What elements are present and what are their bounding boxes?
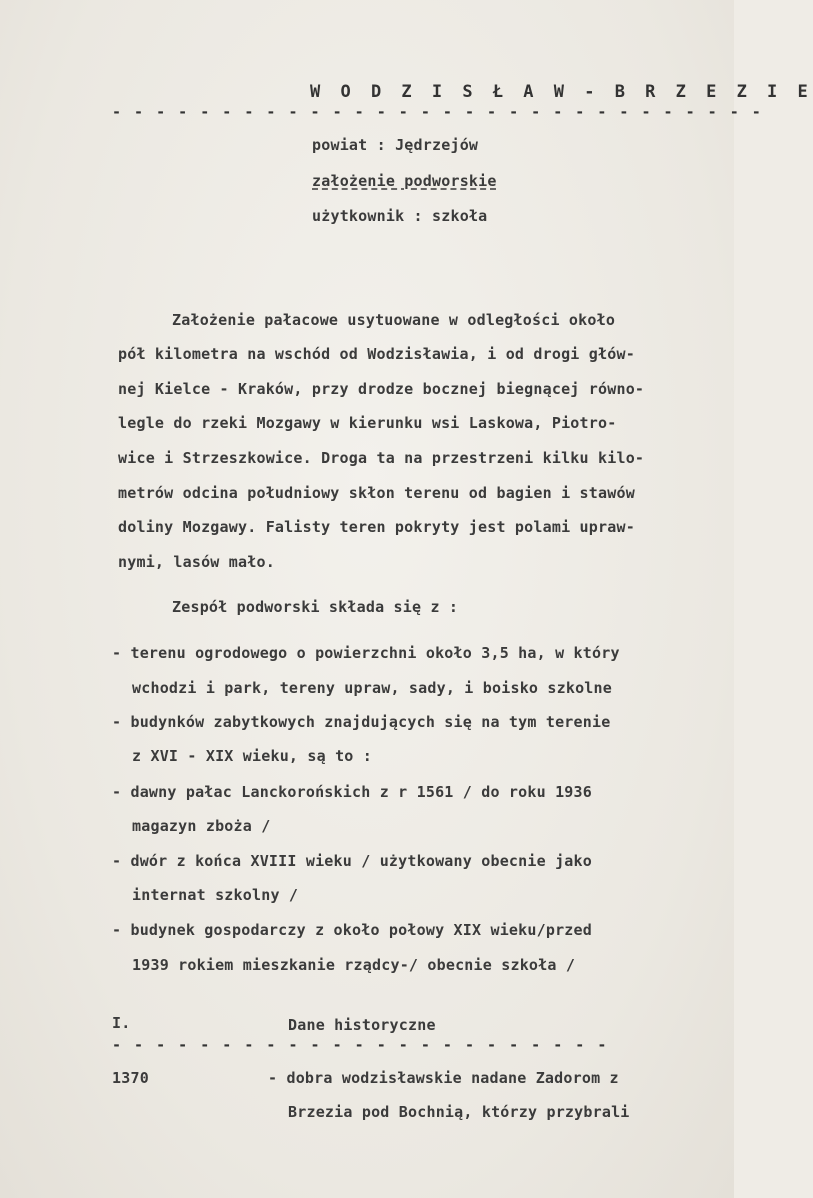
entry-line-1: - dobra wodzisławskie nadane Zadorom z [268,1069,619,1087]
list-line-2: wchodzi i park, tereny upraw, sady, i boisko szkolne [132,679,612,697]
list-line-9: - budynek gospodarczy z około połowy XIX wieku/przed [112,921,592,939]
list-line-10: 1939 rokiem mieszkanie rządcy-/ obecnie szkoła / [132,956,576,974]
list-line-8: internat szkolny / [132,886,299,904]
section-title: Dane historyczne [288,1016,436,1034]
list-line-4: z XVI - XIX wieku, są to : [132,747,372,765]
intro-line-6: metrów odcina południowy skłon terenu od bagien i stawów [118,484,635,502]
title-divider: - - - - - - - - - - - - - - - - - - - - - - - - - - - - - - [112,103,763,121]
list-line-6: magazyn zboża / [132,817,271,835]
list-line-7: - dwór z końca XVIII wieku / użytkowany obecnie jako [112,852,592,870]
document-title: W O D Z I S Ł A W - B R Z E Z I E [310,82,813,102]
powiat-line: powiat : Jędrzejów [312,136,479,154]
entry-line-2: Brzezia pod Bochnią, którzy przybrali [288,1103,630,1121]
list-line-5: - dawny pałac Lanckorońskich z r 1561 / do roku 1936 [112,783,592,801]
section-divider: - - - - - - - - - - - - - - - - - - - - - - - [112,1036,609,1054]
intro-line-2: pół kilometra na wschód od Wodzisławia, i od drogi głów- [118,345,635,363]
zespol-heading: Zespół podworski składa się z : [172,598,459,616]
uzytkownik-line: użytkownik : szkoła [312,207,488,225]
intro-line-1: Założenie pałacowe usytuowane w odległości około [172,311,616,329]
intro-line-3: nej Kielce - Kraków, przy drodze bocznej biegnącej równo- [118,380,645,398]
intro-line-4: legle do rzeki Mozgawy w kierunku wsi Laskowa, Piotro- [118,414,617,432]
list-line-3: - budynków zabytkowych znajdujących się na tym terenie [112,713,611,731]
list-line-1: - terenu ogrodowego o powierzchni około 3,5 ha, w który [112,644,620,662]
intro-line-7: doliny Mozgawy. Falisty teren pokryty jest polami upraw- [118,518,635,536]
intro-line-8: nymi, lasów mało. [118,553,275,571]
zalozenie-line: założenie podworskie [312,172,497,190]
section-number: I. [112,1014,131,1032]
intro-line-5: wice i Strzeszkowice. Droga ta na przestrzeni kilku kilo- [118,449,645,467]
entry-year: 1370 [112,1069,149,1087]
